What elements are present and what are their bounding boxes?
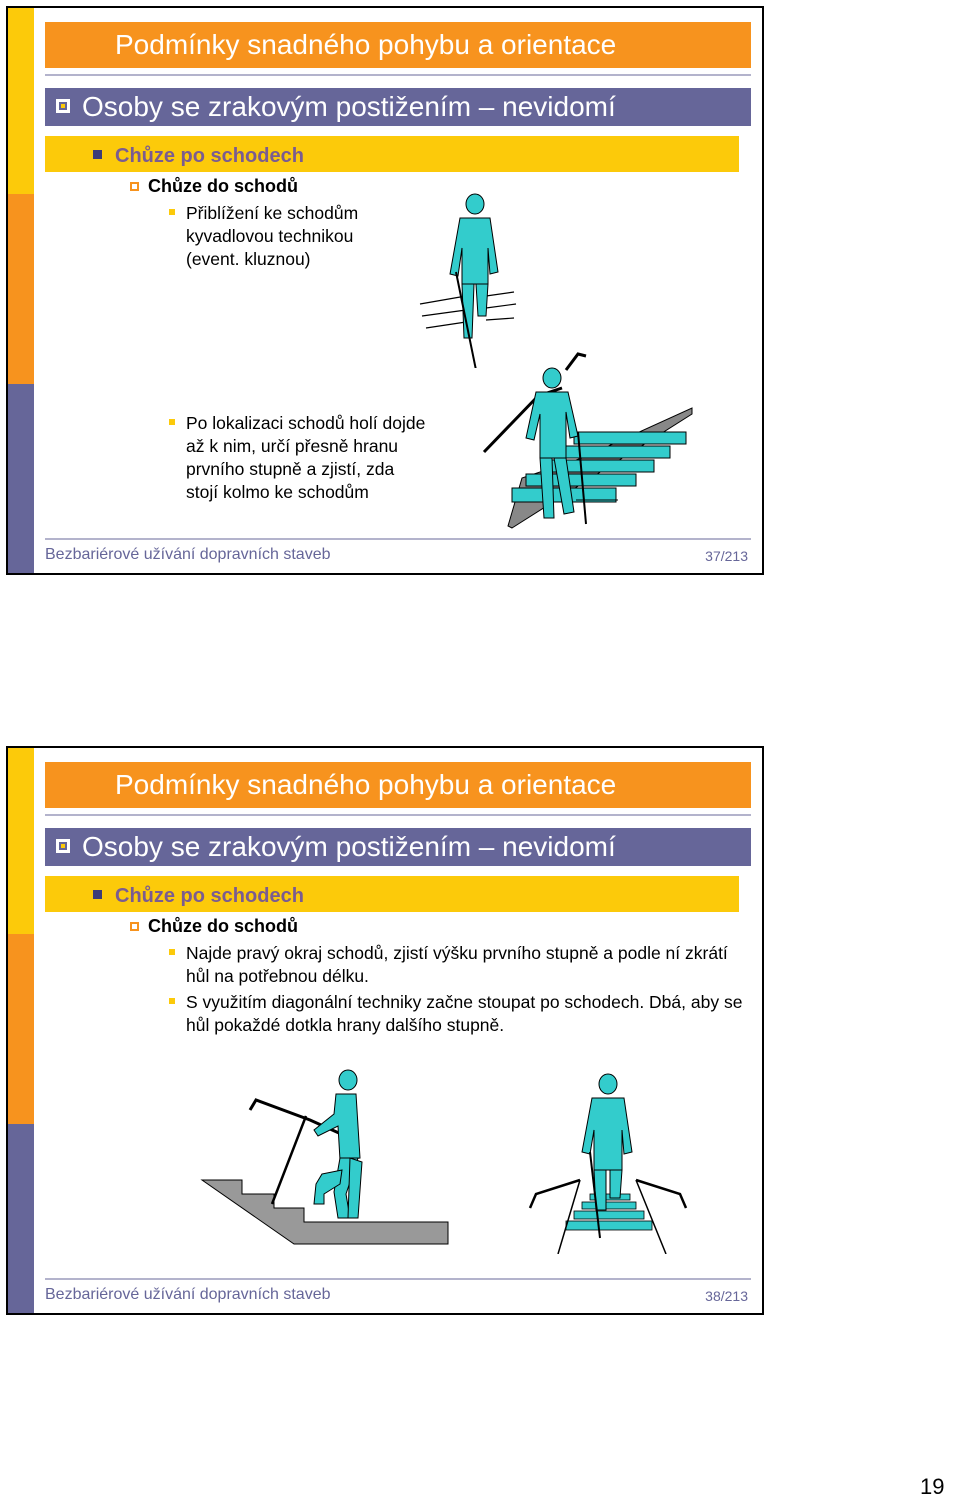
small-square-bullet-icon [169,419,175,425]
side-color-bar [8,748,34,1313]
level2-heading-text: Chůze do schodů [148,176,298,196]
slide-subtitle: Osoby se zrakovým postižením – nevidomí [82,831,616,862]
hollow-square-bullet-icon [130,182,139,191]
slide-subtitle: Osoby se zrakovým postižením – nevidomí [82,91,616,122]
bullet-item-text: Najde pravý okraj schodů, zjistí výšku prvního stupně a podle ní zkrátí hůl na potřebnou délku. [186,943,728,986]
bullet-item [186,991,746,1037]
small-square-bullet-icon [169,209,175,215]
hollow-square-bullet-icon [130,922,139,931]
person-at-stair-edge-illustration [482,348,700,538]
bullet-item-text: Po lokalizaci schodů holí dojde až k nim, určí přesně hranu prvního stupně a zjistí, zda stojí kolmo ke schodům [186,413,426,502]
footer-divider [45,1278,751,1280]
slide-page-number: 38/213 [705,1288,748,1304]
side-color-bar [8,8,34,573]
bullet-item-text: S využitím diagonální techniky začne stoupat po schodech. Dbá, aby se hůl pokaždé dotkla hrany dalšího stupně. [186,992,743,1035]
level2-heading-text: Chůze do schodů [148,916,298,936]
slide-title: Podmínky snadného pohybu a orientace [45,22,751,68]
slide-37 [6,6,764,575]
square-bullet-icon [56,839,70,853]
slide-38 [6,746,764,1315]
person-climbing-stairs-side-illustration [200,1066,450,1250]
slide-title: Podmínky snadného pohybu a orientace [45,762,751,808]
small-square-bullet-icon [169,949,175,955]
level1-heading: Chůze po schodech [115,145,304,167]
small-square-bullet-icon [169,998,175,1004]
square-bullet-icon [93,150,102,159]
bullet-item [186,202,386,271]
title-divider [45,814,751,816]
title-divider [45,74,751,76]
slide-subtitle-bar [45,88,751,126]
level2-heading [148,176,298,197]
bullet-item [186,412,426,504]
slide-subtitle-bar [45,828,751,866]
level2-heading [148,916,298,937]
bullet-item [186,942,746,988]
person-climbing-stairs-front-illustration [520,1070,696,1254]
footer-title: Bezbariérové užívání dopravních staveb [45,1286,331,1303]
person-approaching-stairs-illustration [416,188,526,368]
slide-page-number: 37/213 [705,548,748,564]
square-bullet-icon [93,890,102,899]
square-bullet-icon [56,99,70,113]
bullet-item-text: Přiblížení ke schodům kyvadlovou technikou (event. kluznou) [186,203,359,269]
level1-heading-bar [45,136,739,172]
level1-heading-bar [45,876,739,912]
sheet-page-number: 19 [920,1474,945,1498]
level1-heading: Chůze po schodech [115,885,304,907]
footer-title: Bezbariérové užívání dopravních staveb [45,546,331,563]
footer-divider [45,538,751,540]
